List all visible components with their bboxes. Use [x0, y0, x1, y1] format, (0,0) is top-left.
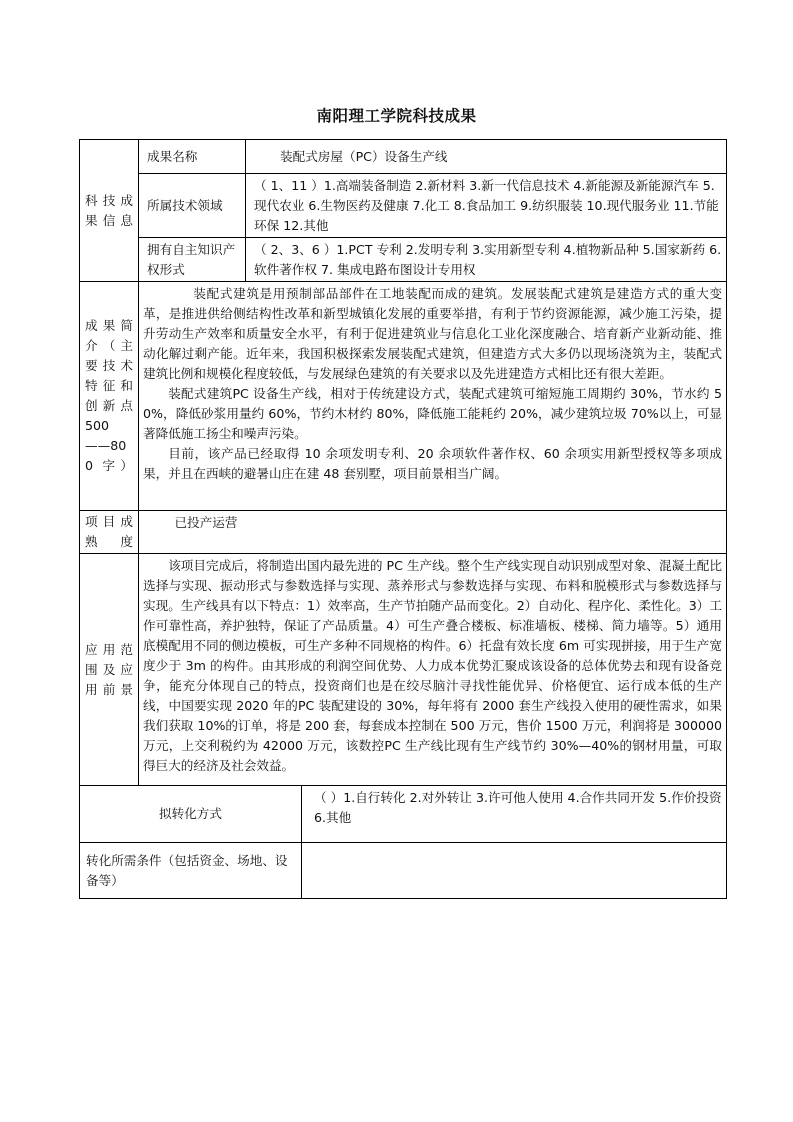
app-label: 应用范围及应用前景: [80, 554, 139, 786]
intro-paragraph-2: 装配式建筑PC 设备生产线，相对于传统建设方式，装配式建筑可缩短施工周期约 30%，节水约 50%，降低砂浆用量约 60%，节约木材约 80%，降低施工能耗约 20%，减少建筑垃圾 70%以上，可显著降低施工扬尘和噪声污染。: [143, 386, 723, 441]
row-application: [80, 554, 727, 786]
intro-paragraph-1: 装配式建筑是用预制部品部件在工地装配而成的建筑。发展装配式建筑是建造方式的重大变革，是推进供给侧结构性改革和新型城镇化发展的重要举措，有利于节约资源能源，减少施工污染，提升劳动生产效率和质量安全水平，有利于促进建筑业与信息化工业化深度融合、培育新产业新动能、推动化解过剩产能。近年来，我国积极探索发展装配式建筑，但建造方式大多仍以现场浇筑为主，装配式建筑比例和规模化程度较低，与发展绿色建筑的有关要求以及先进建造方式相比还有很大差距。: [143, 286, 723, 381]
field-label: 所属技术领域: [139, 174, 246, 238]
intro-value: [139, 282, 727, 511]
transfer-label: 拟转化方式: [80, 786, 302, 843]
app-text: 该项目完成后，将制造出国内最先进的 PC 生产线。整个生产线实现自动识别成型对象、混凝土配比选择与实现、振动形式与参数选择与实现、蒸养形式与参数选择与实现、布料和脱模形式与参数选择与实现。生产线具有以下特点：1）效率高，生产节拍随产品而变化。2）自动化、程序化、柔性化。3）工作可靠性高，养护独特，保证了产品质量。4）可生产叠合楼板、标准墙板、楼梯、简力墙等。5）通用底模配用不同的侧边模板，可生产多种不同规格的构件。6）托盘有效长度 6m 可实现拼接，用于生产宽度少于 3m 的构件。由其形成的利润空间优势、人力成本优势汇聚成该设备的总体优势去和现有设备竞争，能充分体现自己的特点，投资商们也是在绞尽脑汁寻找性能优异、价格便宜、运行成本低的生产线，中国要实现 2020 年的PC 装配建设的 30%，每年将有 2000 套生产线投入使用的硬性需求，如果我们获取 10%的订单，将是 200 套，每套成本控制在 500 万元，售价 1500 万元，利润将是 300000 万元，上交利税约为 42000 万元，该数控PC 生产线比现有生产线节约 30%—40%的钢材用量，可取得巨大的经济及社会效益。: [143, 558, 723, 773]
row-transfer: [80, 786, 727, 843]
name-value: 装配式房屋（PC）设备生产线: [246, 140, 727, 174]
maturity-label: 项目成熟度: [80, 511, 139, 554]
row-intro: [80, 282, 727, 511]
name-label: 成果名称: [139, 140, 246, 174]
row-ip: [80, 238, 727, 282]
app-value: [139, 554, 727, 786]
achievement-form-table: [79, 139, 727, 899]
transfer-text: （ ）1.自行转化 2.对外转让 3.许可他人使用 4.合作共同开发 5.作价投资 6.其他: [314, 790, 722, 825]
field-value: （ 1、11 ）1.高端装备制造 2.新材料 3.新一代信息技术 4.新能源及新能源汽车 5.现代农业 6.生物医药及健康 7.化工 8.食品加工 9.纺织服装 10.现代服务业 11.节能环保 12.其他: [246, 174, 727, 238]
info-label: 科技成果信息: [85, 192, 133, 228]
intro-label: 成果简介（主要技术特征和创新点 500——800 字）: [80, 282, 139, 511]
cond-label: 转化所需条件（包括资金、场地、设备等）: [80, 843, 302, 899]
row-name: [80, 140, 727, 174]
ip-value: （ 2、3、6 ）1.PCT 专利 2.发明专利 3.实用新型专利 4.植物新品种 5.国家新药 6.软件著作权 7. 集成电路布图设计专用权: [246, 238, 727, 282]
maturity-value: [139, 511, 727, 554]
row-field: [80, 174, 727, 238]
intro-paragraph-3: 目前，该产品已经取得 10 余项发明专利、20 余项软件著作权、60 余项实用新型授权等多项成果，并且在西峡的避暑山庄在建 48 套别墅，项目前景相当广阔。: [143, 446, 723, 481]
ip-label: 拥有自主知识产权形式: [139, 238, 246, 282]
page-title: 南阳理工学院科技成果: [316, 107, 477, 125]
transfer-value: [302, 786, 727, 843]
row-conditions: [80, 843, 727, 899]
cond-value[interactable]: [302, 843, 727, 899]
info-label-cell: [80, 140, 139, 282]
row-maturity: [80, 511, 727, 554]
maturity-text: 已投产运营: [174, 515, 238, 530]
